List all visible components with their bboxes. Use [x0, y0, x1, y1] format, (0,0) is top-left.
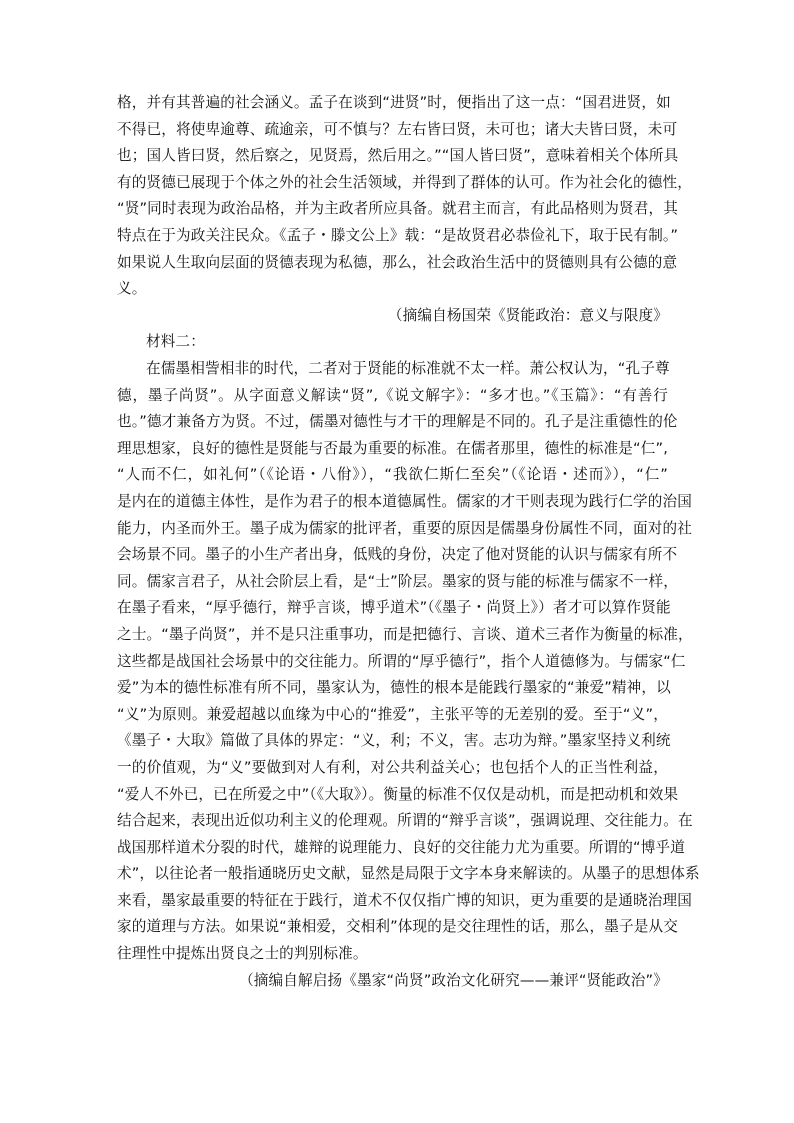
text-line: 一的价值观，为“义”要做到对人有利，对公共利益关心；也包括个人的正当性利益，	[117, 758, 668, 776]
text-line: 爱”为本的德性标准有所不同，墨家认为，德性的根本是能践行墨家的“兼爱”精神，以	[117, 679, 671, 697]
text-line: 是内在的道德主体性，是作为君子的根本道德属性。儒家的才干则表现为践行仁学的治国	[117, 492, 693, 510]
material-2-label: 材料二：	[146, 333, 205, 351]
text-line: 来看，墨家最重要的特征在于践行，道术不仅仅指广博的知识，更为重要的是通晓治理国	[117, 891, 693, 909]
text-line: “义”为原则。兼爱超越以血缘为中心的“推爱”，主张平等的无差别的爱。至于“义”，	[117, 705, 668, 723]
material-2-paragraph	[117, 356, 700, 994]
text-line: 同。儒家言君子，从社会阶层上看，是“士”阶层。墨家的贤与能的标准与儒家不一样，	[117, 572, 678, 590]
text-line: 义。	[117, 280, 147, 298]
text-line: 也。”德才兼备方为贤。不过，儒墨对德性与才干的理解是不同的。孔子是注重德性的伦	[117, 413, 678, 431]
text-line: 能力，内圣而外王。墨子成为儒家的批评者，重要的原因是儒墨身份属性不同，面对的社	[117, 519, 693, 537]
source-citation-1: （摘编自杨国荣《贤能政治：意义与限度》	[387, 306, 668, 324]
material-1-paragraph	[117, 90, 693, 356]
text-line: 家的道理与方法。如果说“兼相爱，交相利”体现的是交往理性的话，那么，墨子是从交	[117, 918, 678, 936]
text-line: 格，并有其普遍的社会涵义。孟子在谈到“进贤”时，便指出了这一点：“国君进贤，如	[117, 94, 671, 111]
source-citation-2: （摘编自解启扬《墨家“尚贤”政治文化研究——兼评“贤能政治”》	[239, 971, 668, 989]
text-line: 这些都是战国社会场景中的交往能力。所谓的“厚乎德行”，指个人道德修为。与儒家“仁	[117, 652, 686, 670]
text-line: 理思想家，良好的德性是贤能与否最为重要的标准。在儒者那里，德性的标准是“仁”,	[117, 439, 668, 457]
text-line: 会场景不同。墨子的小生产者出身，低贱的身份，决定了他对贤能的认识与儒家有所不	[117, 546, 678, 564]
text-line: 特点在于为政关注民众。《孟子・滕文公上》载：“是故贤君必恭俭礼下，取于民有制。”	[117, 226, 679, 244]
text-line: 在墨子看来，“厚乎德行，辩乎言谈，博乎道术”（《墨子・尚贤上》）者才可以算作贤能	[117, 599, 671, 617]
text-line: 术”，以往论者一般指通晓历史文献，显然是局限于文字本身来解读的。从墨子的思想体系	[117, 865, 700, 883]
text-line: 往理性中提炼出贤良之士的判别标准。	[117, 945, 368, 963]
text-line: “爱人不外已，已在所爱之中”（《大取》）。衡量的标准不仅仅是动机，而是把动机和效果	[117, 785, 679, 803]
text-line: 不得已，将使卑逾尊、疏逾亲，可不慎与？左右皆曰贤，未可也；诸大夫皆曰贤，未可	[117, 120, 678, 138]
text-line: 也；国人皆曰贤，然后察之，见贤焉，然后用之。”“国人皆曰贤”，意味着相关个体所具	[117, 147, 679, 165]
text-line: “贤”同时表现为政治品格，并为主政者所应具备。就君主而言，有此品格则为贤君，其	[117, 200, 678, 218]
text-line: 如果说人生取向层面的贤德表现为私德，那么，社会政治生活中的贤德则具有公德的意	[117, 253, 678, 271]
text-line: 在儒墨相訾相非的时代，二者对于贤能的标准就不太一样。萧公权认为，“孔子尊	[146, 360, 670, 377]
text-line: 之士。“墨子尚贤”，并不是只注重事功，而是把德行、言谈、道术三者作为衡量的标准，	[117, 625, 693, 643]
text-line: 《墨子・大取》篇做了具体的界定：“义，利；不义，害。志功为辩。”墨家坚持义利统	[117, 732, 671, 750]
text-line: 战国那样道术分裂的时代，雄辩的说理能力、良好的交往能力尤为重要。所谓的“博乎道	[117, 838, 685, 856]
text-line: 结合起来，表现出近似功利主义的伦理观。所谓的“辩乎言谈”，强调说理、交往能力。在	[117, 812, 693, 830]
text-line: 德，墨子尚贤”。从字面意义解读“贤”,《说文解字》：“多才也。”《玉篇》：“有善行	[117, 386, 668, 404]
text-line: 有的贤德已展现于个体之外的社会生活领域，并得到了群体的认可。作为社会化的德性，	[117, 173, 693, 191]
text-line: “人而不仁，如礼何”（《论语・八佾》），“我欲仁斯仁至矣”（《论语・述而》），“仁”	[117, 466, 668, 484]
